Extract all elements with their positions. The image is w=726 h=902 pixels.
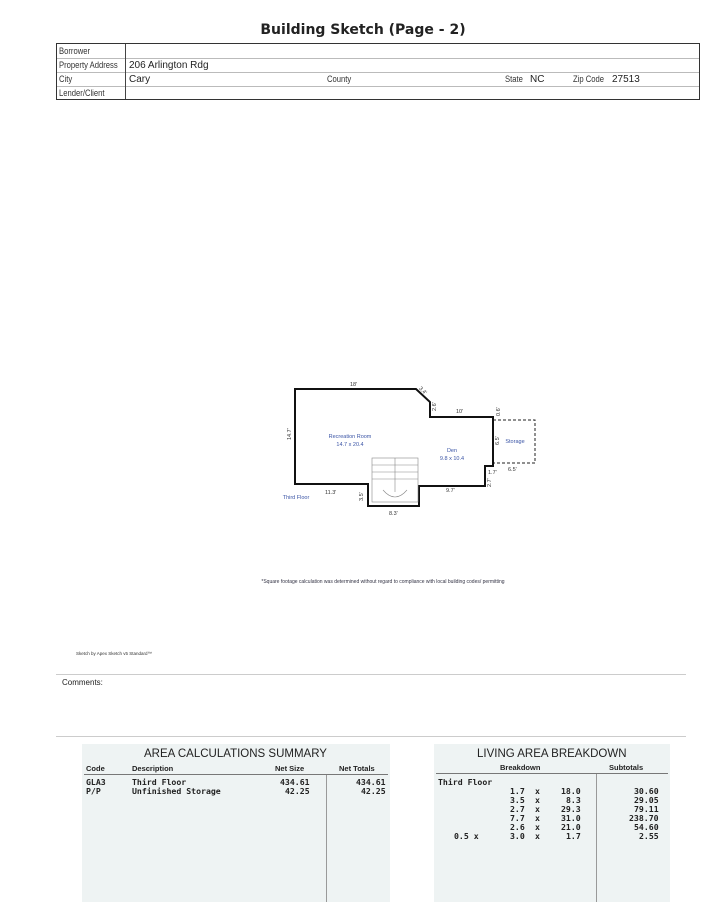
dim-den-right-small: 0.6' bbox=[496, 407, 502, 416]
col-subtotals: Subtotals bbox=[609, 763, 644, 772]
b1-a: 1.7 bbox=[510, 786, 525, 796]
row2-description: Unfinished Storage bbox=[132, 786, 221, 796]
label-column-divider bbox=[125, 44, 126, 99]
dim-step-down: 2.6' bbox=[432, 402, 438, 411]
comments-bottom-rule bbox=[56, 736, 686, 737]
b4-subtotal: 238.70 bbox=[629, 813, 659, 823]
living-area-outline bbox=[295, 389, 493, 506]
stairs-symbol bbox=[372, 458, 418, 502]
row1-net-total: 434.61 bbox=[356, 777, 386, 787]
lender-row bbox=[57, 86, 699, 100]
b5-x: x bbox=[535, 822, 540, 832]
b4-a: 7.7 bbox=[510, 813, 525, 823]
b2-subtotal: 29.05 bbox=[634, 795, 659, 805]
dim-storage-bottom: 6.5' bbox=[508, 467, 517, 473]
b6-subtotal: 2.55 bbox=[639, 831, 659, 841]
dim-top: 18' bbox=[350, 382, 358, 388]
b6-a: 3.0 bbox=[510, 831, 525, 841]
city-row bbox=[57, 72, 699, 87]
living-area-breakdown-panel bbox=[434, 744, 670, 902]
row2-net-total: 42.25 bbox=[361, 786, 386, 796]
b6-b: 1.7 bbox=[566, 831, 581, 841]
b4-b: 31.0 bbox=[561, 813, 581, 823]
area-summary-column-rule bbox=[326, 775, 327, 902]
room-rec-name: Recreation Room bbox=[328, 434, 372, 440]
breakdown-floor-label: Third Floor bbox=[438, 777, 493, 787]
address-label: Property Address bbox=[59, 60, 118, 70]
floor-plan-sketch bbox=[270, 375, 550, 520]
square-footage-note: *Square footage calculation was determined without regard to compliance with local building codes/ permitting bbox=[261, 579, 505, 585]
col-net-size: Net Size bbox=[275, 764, 305, 773]
state-label: State bbox=[505, 74, 523, 84]
room-storage-name: Storage bbox=[505, 439, 525, 445]
comments-top-rule bbox=[56, 674, 686, 675]
comments-label: Comments: bbox=[62, 678, 103, 687]
county-label: County bbox=[327, 74, 352, 84]
b1-subtotal: 30.60 bbox=[634, 786, 659, 796]
col-description: Description bbox=[132, 764, 174, 773]
area-summary-header-rule bbox=[84, 774, 388, 775]
row1-description: Third Floor bbox=[132, 777, 187, 787]
b5-subtotal: 54.60 bbox=[634, 822, 659, 832]
dim-stair-side: 3.5' bbox=[359, 492, 365, 501]
dim-stair-bottom: 8.3' bbox=[389, 511, 398, 517]
borrower-row bbox=[57, 44, 699, 59]
city-value: Cary bbox=[129, 74, 151, 85]
b2-a: 3.5 bbox=[510, 795, 525, 805]
b5-b: 21.0 bbox=[561, 822, 581, 832]
lender-label: Lender/Client bbox=[59, 88, 105, 98]
row2-net-size: 42.25 bbox=[285, 786, 310, 796]
breakdown-title: LIVING AREA BREAKDOWN bbox=[477, 748, 627, 760]
b3-x: x bbox=[535, 804, 540, 814]
room-rec-size: 14.7 x 20.4 bbox=[336, 442, 364, 448]
b2-b: 8.3 bbox=[566, 795, 581, 805]
dim-diagonal: 3.4' bbox=[417, 385, 428, 397]
room-den-name: Den bbox=[446, 448, 458, 454]
page-title: Building Sketch (Page - 2) bbox=[260, 22, 466, 38]
dim-den-top: 10' bbox=[456, 409, 464, 415]
address-row bbox=[57, 58, 699, 73]
area-calculations-panel bbox=[82, 744, 390, 902]
b4-x: x bbox=[535, 813, 540, 823]
row2-code: P/P bbox=[86, 786, 101, 796]
col-net-totals: Net Totals bbox=[339, 764, 375, 773]
b3-a: 2.7 bbox=[510, 804, 525, 814]
b1-b: 18.0 bbox=[561, 786, 581, 796]
b5-a: 2.6 bbox=[510, 822, 525, 832]
dim-den-right: 6.5' bbox=[495, 436, 501, 445]
dim-den-notch-v: 2.7' bbox=[487, 478, 493, 487]
b6-prefix: 0.5 x bbox=[454, 831, 479, 841]
b6-x: x bbox=[535, 831, 540, 841]
dim-den-notch-h: 1.7' bbox=[488, 470, 497, 476]
b3-subtotal: 79.11 bbox=[634, 804, 659, 814]
col-breakdown: Breakdown bbox=[500, 763, 541, 772]
address-value: 206 Arlington Rdg bbox=[129, 60, 209, 71]
row1-code: GLA3 bbox=[86, 777, 106, 787]
room-den-size: 9.8 x 10.4 bbox=[439, 456, 465, 462]
breakdown-header-rule bbox=[436, 773, 668, 774]
dim-den-bottom: 9.7' bbox=[446, 488, 455, 494]
b2-x: x bbox=[535, 795, 540, 805]
row1-net-size: 434.61 bbox=[280, 777, 310, 787]
state-value: NC bbox=[530, 74, 545, 85]
b1-x: x bbox=[535, 786, 540, 796]
col-code: Code bbox=[86, 764, 105, 773]
breakdown-column-rule bbox=[596, 774, 597, 902]
area-summary-title: AREA CALCULATIONS SUMMARY bbox=[144, 748, 327, 760]
zip-label: Zip Code bbox=[573, 74, 605, 84]
sketch-credit: Sketch by Apex Sketch v5 Standard™ bbox=[76, 651, 153, 656]
city-label: City bbox=[59, 74, 73, 84]
subject-info-table bbox=[56, 43, 700, 100]
dim-bottom-left: 11.3' bbox=[325, 490, 337, 496]
zip-value: 27513 bbox=[612, 74, 640, 85]
borrower-label: Borrower bbox=[59, 46, 91, 56]
floor-label: Third Floor bbox=[282, 495, 310, 501]
dim-left: 14.7' bbox=[287, 428, 293, 440]
b3-b: 29.3 bbox=[561, 804, 581, 814]
